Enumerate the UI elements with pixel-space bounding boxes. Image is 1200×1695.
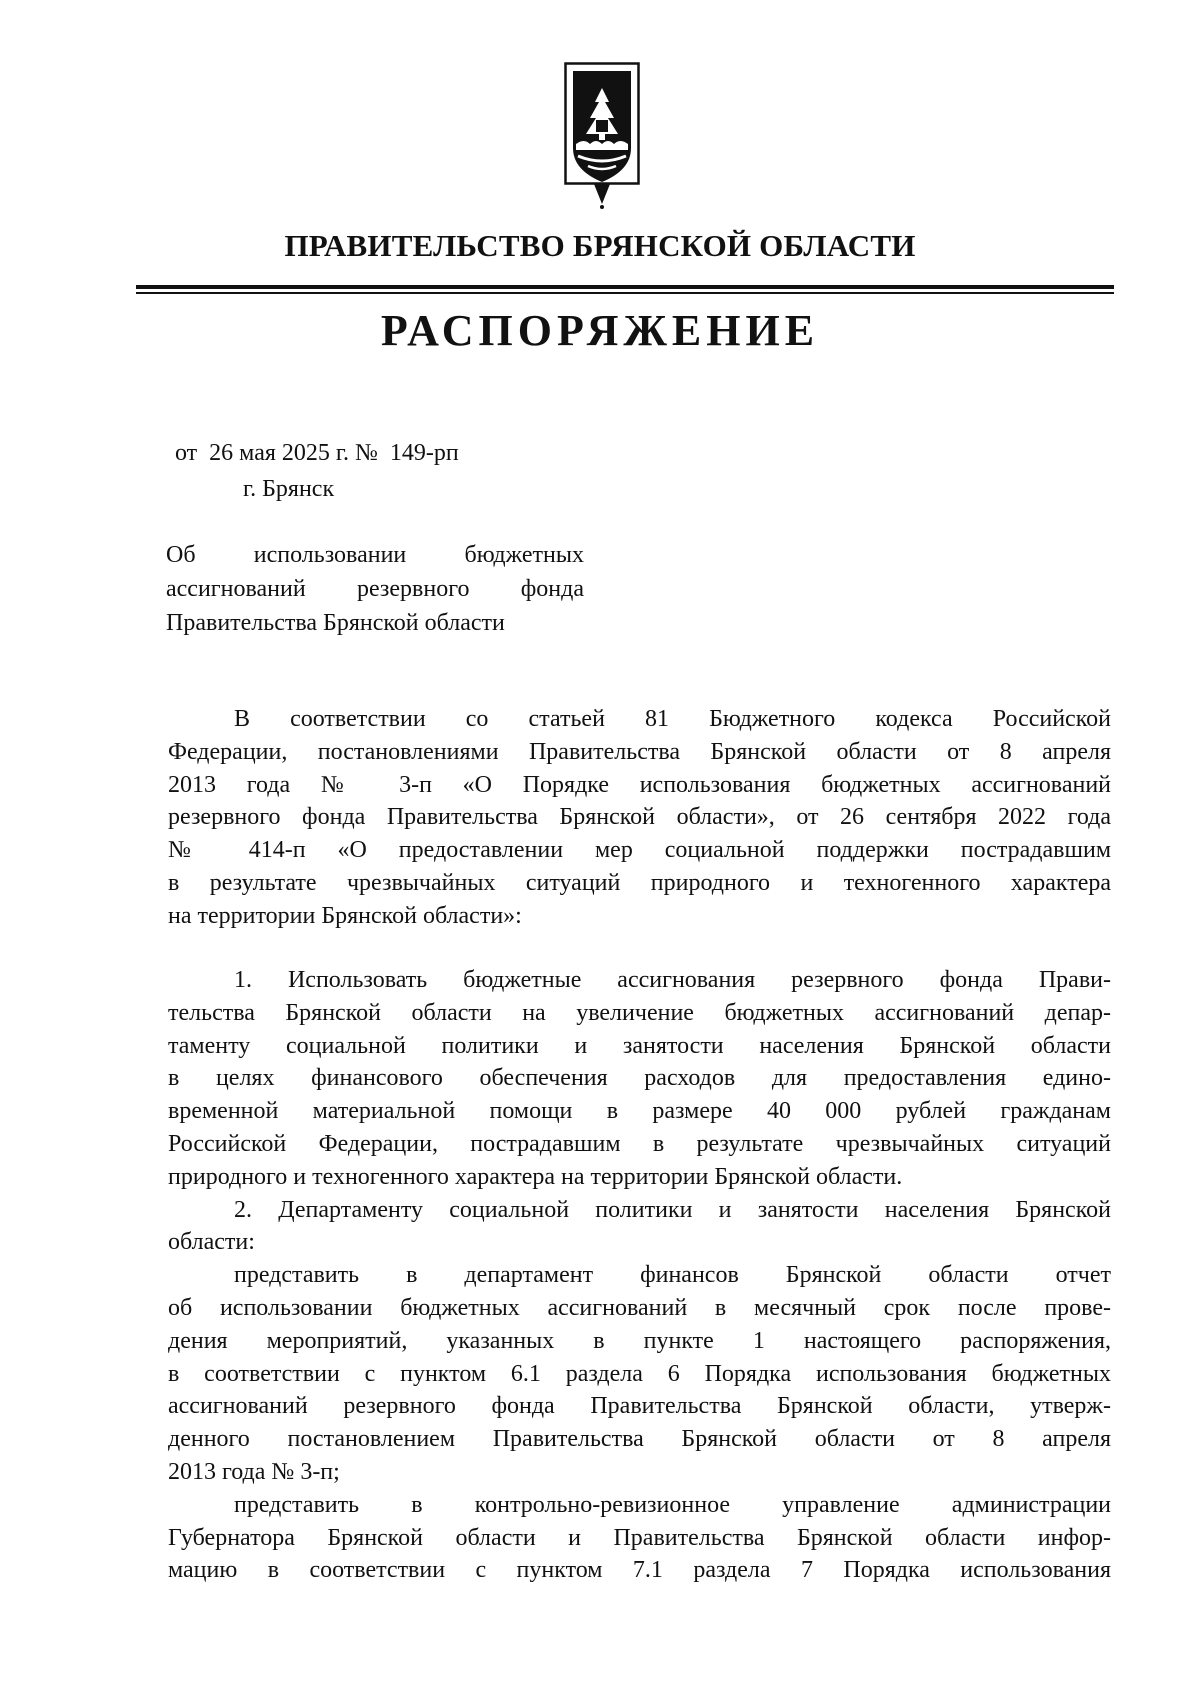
item2b-line: мацию в соответствии с пунктом 7.1 раздела 7 Порядка использования — [168, 1557, 1111, 1584]
document-city: г. Брянск — [243, 476, 335, 502]
item1-line: тельства Брянской области на увеличение бюджетных ассигнований депар- — [168, 999, 1111, 1026]
subject-line: Об использовании бюджетных — [166, 542, 584, 568]
coat-of-arms-emblem — [564, 62, 640, 210]
order-items — [168, 964, 1111, 1587]
item2b-line: представить в контрольно-ревизионное управление администрации — [234, 1491, 1111, 1518]
item1-line: природного и техногенного характера на территории Брянской области. — [168, 1163, 903, 1190]
item2a-line: дения мероприятий, указанных в пункте 1 настоящего распоряжения, — [168, 1327, 1111, 1354]
preamble-and-item1 — [168, 703, 1111, 933]
item2a-line: 2013 года № 3-п; — [168, 1458, 340, 1485]
preamble-line: резервного фонда Правительства Брянской области», от 26 сентября 2022 года — [168, 804, 1111, 831]
header-rule-thick — [136, 285, 1114, 289]
preamble-line: В соответствии со статьей 81 Бюджетного кодекса Российской — [234, 706, 1111, 732]
organization-title: ПРАВИТЕЛЬСТВО БРЯНСКОЙ ОБЛАСТИ — [284, 228, 916, 263]
item2a-line: об использовании бюджетных ассигнований в месячный срок после прове- — [168, 1294, 1111, 1321]
document-subject — [166, 538, 584, 640]
item2-line: области: — [168, 1229, 255, 1256]
item2-line: 2. Департаменту социальной политики и занятости населения Брянской — [234, 1196, 1111, 1223]
preamble-line: в результате чрезвычайных ситуаций природного и техногенного характера — [168, 869, 1111, 896]
item1-line: 1. Использовать бюджетные ассигнования резервного фонда Прави- — [234, 967, 1111, 993]
preamble-line: Федерации, постановлениями Правительства Брянской области от 8 апреля — [168, 738, 1111, 765]
item2b-line: Губернатора Брянской области и Правительства Брянской области инфор- — [168, 1524, 1111, 1551]
subject-line: ассигнований резервного фонда — [166, 576, 584, 602]
preamble-line: на территории Брянской области»: — [168, 902, 522, 929]
document-type-title: РАСПОРЯЖЕНИЕ — [380, 306, 820, 355]
header-rule-thin — [136, 292, 1114, 294]
item2a-line: ассигнований резервного фонда Правительства Брянской области, утверж- — [168, 1393, 1111, 1420]
item2a-line: представить в департамент финансов Брянской области отчет — [234, 1262, 1111, 1289]
item1-line: в целях финансового обеспечения расходов для предоставления едино- — [168, 1065, 1111, 1092]
item1-line: временной материальной помощи в размере 40 000 рублей гражданам — [168, 1098, 1111, 1125]
item2a-line: в соответствии с пунктом 6.1 раздела 6 Порядка использования бюджетных — [168, 1360, 1111, 1387]
item2a-line: денного постановлением Правительства Брянской области от 8 апреля — [168, 1426, 1111, 1453]
item1-line: таменту социальной политики и занятости населения Брянской области — [168, 1032, 1111, 1059]
preamble-line: 2013 года № 3-п «О Порядке использования бюджетных ассигнований — [168, 771, 1111, 798]
preamble-line: № 414-п «О предоставлении мер социальной поддержки пострадавшим — [168, 837, 1111, 864]
document-date-number: от 26 мая 2025 г. № 149-рп — [175, 440, 459, 466]
subject-line: Правительства Брянской области — [166, 610, 505, 636]
item1-line: Российской Федерации, пострадавшим в результате чрезвычайных ситуаций — [168, 1130, 1111, 1157]
